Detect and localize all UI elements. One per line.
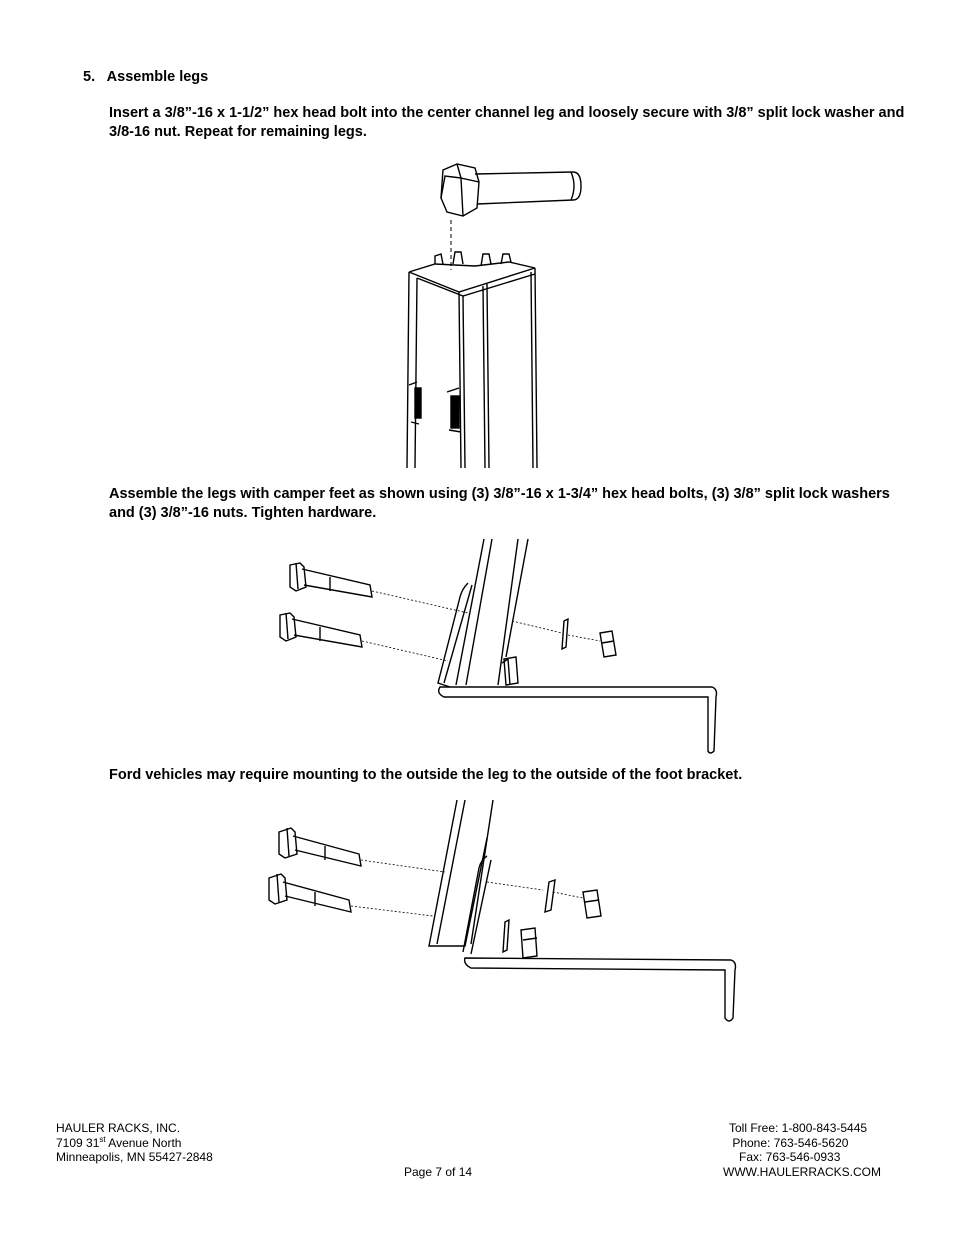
company-name: HAULER RACKS, INC. [56,1121,181,1135]
channel-leg-drawing [407,252,537,468]
footer-company-block [56,1121,213,1165]
footer-contact-block [723,1121,882,1179]
bolt-drawing-lower [269,874,351,912]
fax: Fax: 763-546-0933 [729,1150,841,1164]
leg-drawing [429,800,493,954]
bolt-drawing-upper [290,563,372,597]
instruction-paragraph-1: Insert a 3/8”-16 x 1-1/2” hex head bolt into the center channel leg and loosely secure with 3/8” split lock washer and 3/8-16 nut. Repeat for remaining legs. [109,105,905,140]
website-link[interactable]: WWW.HAULERRACKS.COM [723,1164,882,1179]
nut-and-washer-drawing [503,880,601,958]
company-city: Minneapolis, MN 55427-2848 [56,1150,213,1164]
bolt-drawing-upper [279,828,361,866]
foot-bracket-drawing [439,687,717,753]
instruction-paragraph-3: Ford vehicles may require mounting to the outside the leg to the outside of the foot bracket. [109,767,743,783]
figure-bolt-into-leg [395,160,595,470]
company-street: 7109 31st Avenue North [56,1134,182,1150]
step-heading [83,68,208,87]
page-number: Page 7 of 14 [404,1165,473,1179]
step-number: 5. [83,69,96,85]
phone: Phone: 763-546-5620 [729,1135,849,1150]
bolt-drawing-lower [280,613,362,647]
nut-and-washer-drawing [502,619,616,685]
leg-drawing [438,539,528,687]
foot-bracket-drawing [465,958,736,1021]
figure-ford-mounting [265,798,745,1028]
hex-bolt-drawing [441,164,581,216]
toll-free: Toll Free: 1-800-843-5445 [729,1121,868,1135]
step-title: Assemble legs [106,69,209,85]
figure-leg-foot-assembly [272,537,722,757]
instruction-paragraph-2: Assemble the legs with camper feet as shown using (3) 3/8”-16 x 1-3/4” hex head bolts, (3) 3/8” split lock washers and (3) 3/8”-16 nuts. Tighten hardware. [109,486,890,521]
